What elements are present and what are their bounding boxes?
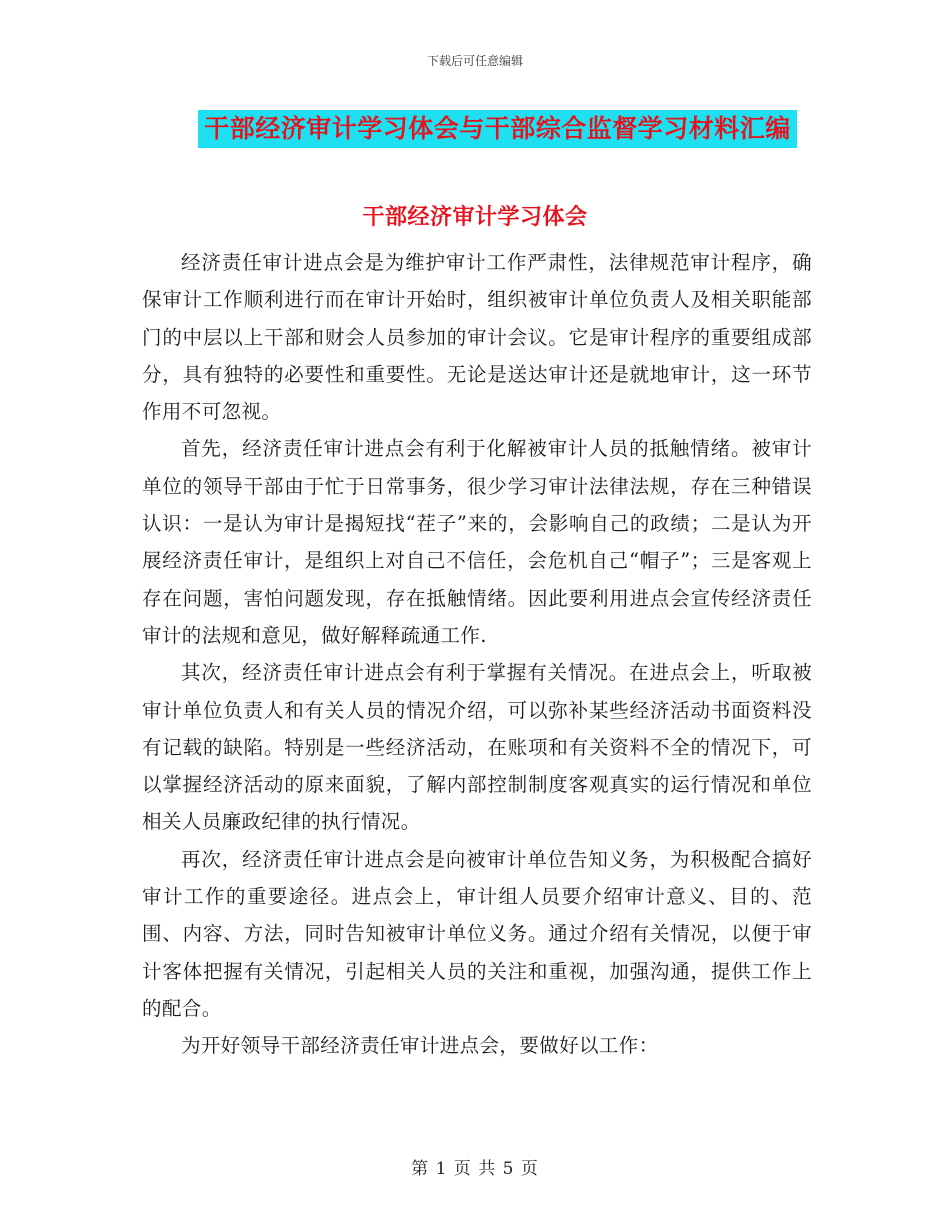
main-title-container — [0, 110, 950, 148]
paragraph: 首先，经济责任审计进点会有利于化解被审计人员的抵触情绪。被审计单位的领导干部由于忙于日常事务，很少学习审计法律法规，存在三种错误认识：一是认为审计是揭短找“茬子”来的，会影响自己的政绩；二是认为开展经济责任审计，是组织上对自己不信任，会危机自己“帽子”；三是客观上存在问题，害怕问题发现，存在抵触情绪。因此要利用进点会宣传经济责任审计的法规和意见，做好解释疏通工作. — [142, 437, 812, 647]
section-title: 干部经济审计学习体会 — [362, 205, 588, 230]
main-title: 干部经济审计学习体会与干部综合监督学习材料汇编 — [198, 110, 797, 148]
paragraph: 经济责任审计进点会是为维护审计工作严肃性，法律规范审计程序，确保审计工作顺利进行而在审计开始时，组织被审计单位负责人及相关职能部门的中层以上干部和财会人员参加的审计会议。它是审计程序的重要组成部分，具有独特的必要性和重要性。无论是送达审计还是就地审计，这一环节作用不可忽视。 — [142, 251, 812, 424]
paragraph: 为开好领导干部经济责任审计进点会，要做好以工作： — [181, 1034, 659, 1058]
page-footer: 第 1 页 共 5 页 — [411, 1159, 539, 1179]
paragraph: 再次，经济责任审计进点会是向被审计单位告知义务，为积极配合搞好审计工作的重要途径。进点会上，审计组人员要介绍审计意义、目的、范围、内容、方法，同时告知被审计单位义务。通过介绍有关情况，以便于审计客体把握有关情况，引起相关人员的关注和重视，加强沟通，提供工作上的配合。 — [142, 847, 812, 1020]
header-note: 下载后可任意编辑 — [426, 54, 523, 68]
document-body — [142, 244, 812, 1065]
paragraph: 其次，经济责任审计进点会有利于掌握有关情况。在进点会上，听取被审计单位负责人和有关人员的情况介绍，可以弥补某些经济活动书面资料没有记载的缺陷。特别是一些经济活动，在账项和有关资料不全的情况下，可以掌握经济活动的原来面貌，了解内部控制制度客观真实的运行情况和单位相关人员廉政纪律的执行情况。 — [142, 661, 812, 834]
